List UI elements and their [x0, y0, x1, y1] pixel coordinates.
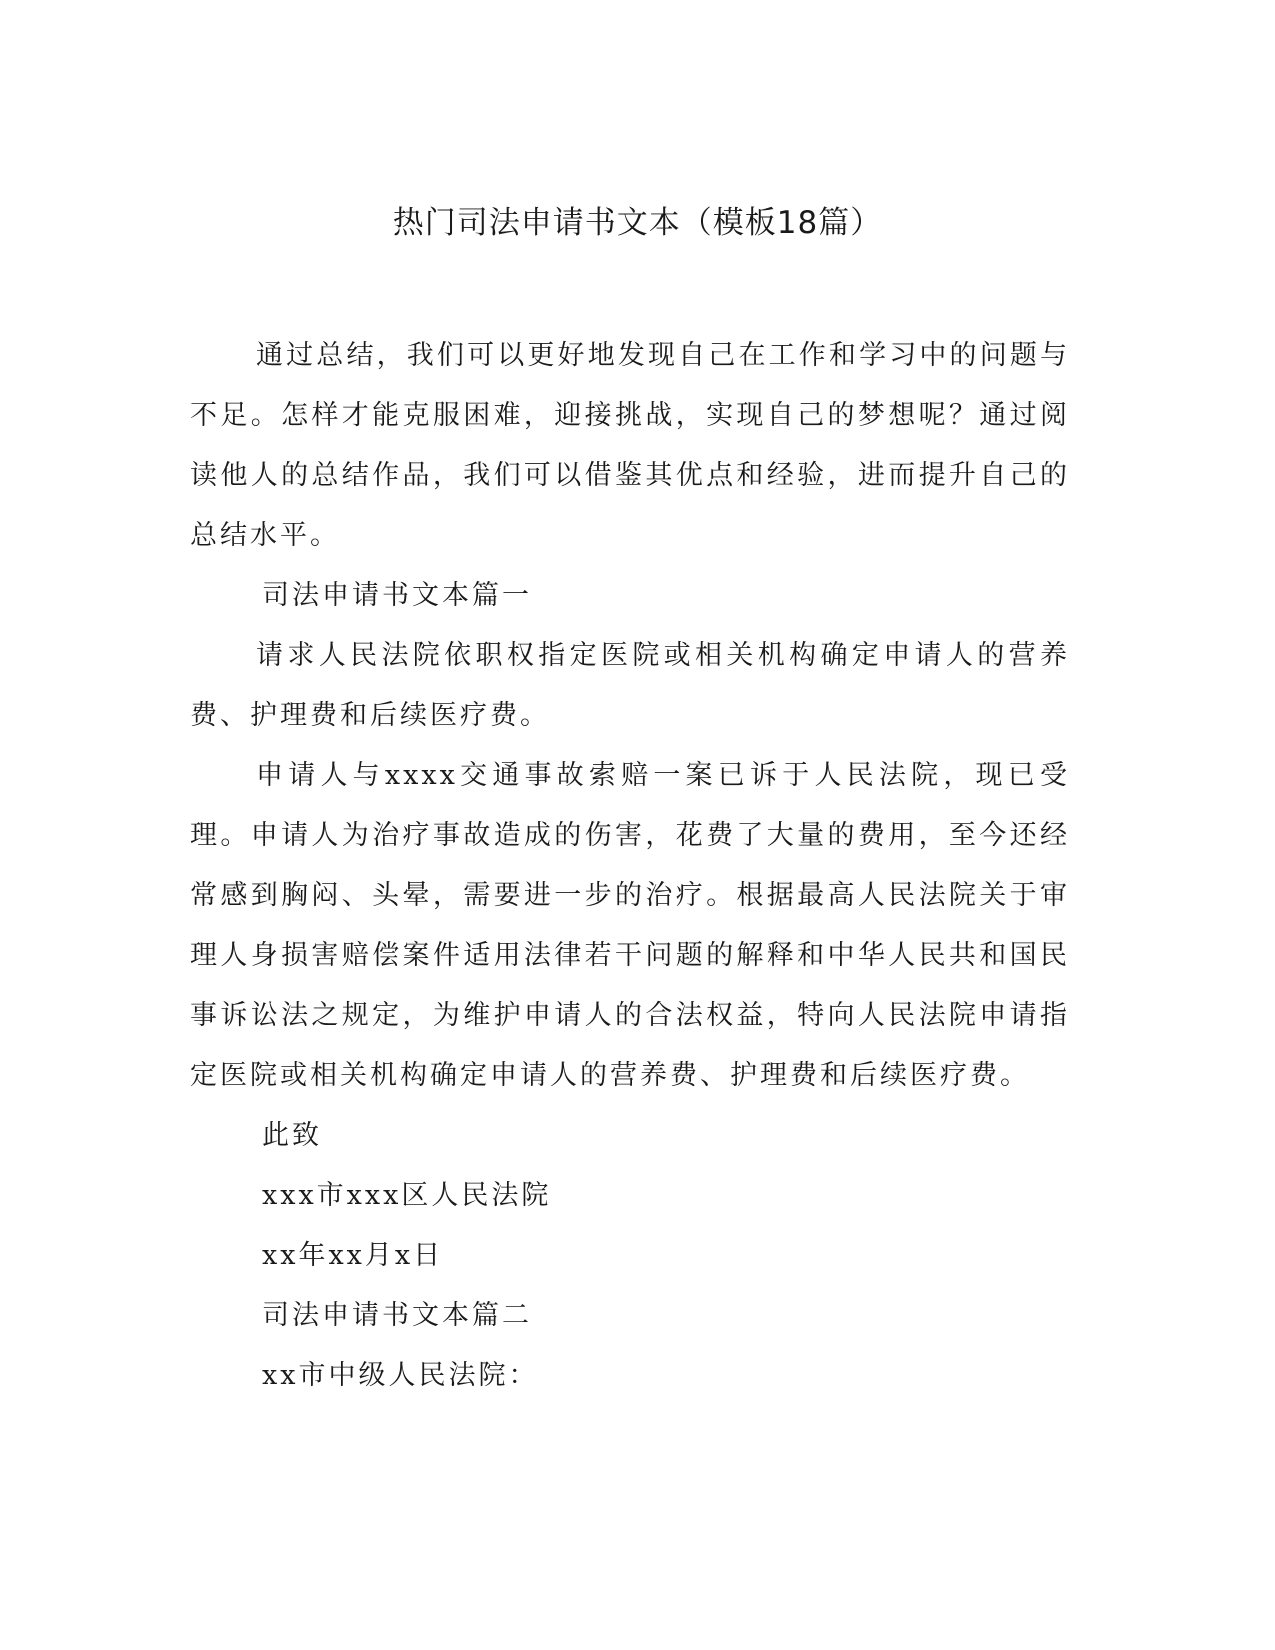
facts-paragraph: 申请人与xxxx交通事故索赔一案已诉于人民法院，现已受理。申请人为治疗事故造成的伤害，花费了大量的费用，至今还经常感到胸闷、头晕，需要进一步的治疗。根据最高人民法院关于审理人身损害赔偿案件适用法律若干问题的解释和中华人民共和国民事诉讼法之规定，为维护申请人的合法权益，特向人民法院申请指定医院或相关机构确定申请人的营养费、护理费和后续医疗费。: [190, 760, 1070, 1091]
request-paragraph: 请求人民法院依职权指定医院或相关机构确定申请人的营养费、护理费和后续医疗费。: [190, 640, 1070, 731]
section-heading-2: 司法申请书文本篇二: [262, 1300, 532, 1331]
document-body: [190, 326, 1070, 1406]
signature-date: xx年xx月x日: [262, 1240, 444, 1271]
document-title: 热门司法申请书文本（模板18篇）: [392, 205, 883, 241]
section-heading-1: 司法申请书文本篇一: [262, 580, 532, 611]
addressee: xx市中级人民法院：: [262, 1360, 539, 1391]
intro-paragraph: 通过总结，我们可以更好地发现自己在工作和学习中的问题与不足。怎样才能克服困难，迎接挑战，实现自己的梦想呢？通过阅读他人的总结作品，我们可以借鉴其优点和经验，进而提升自己的总结水平。: [190, 340, 1070, 551]
salutation: 此致: [262, 1120, 322, 1151]
court-name: xxx市xxx区人民法院: [262, 1180, 552, 1211]
